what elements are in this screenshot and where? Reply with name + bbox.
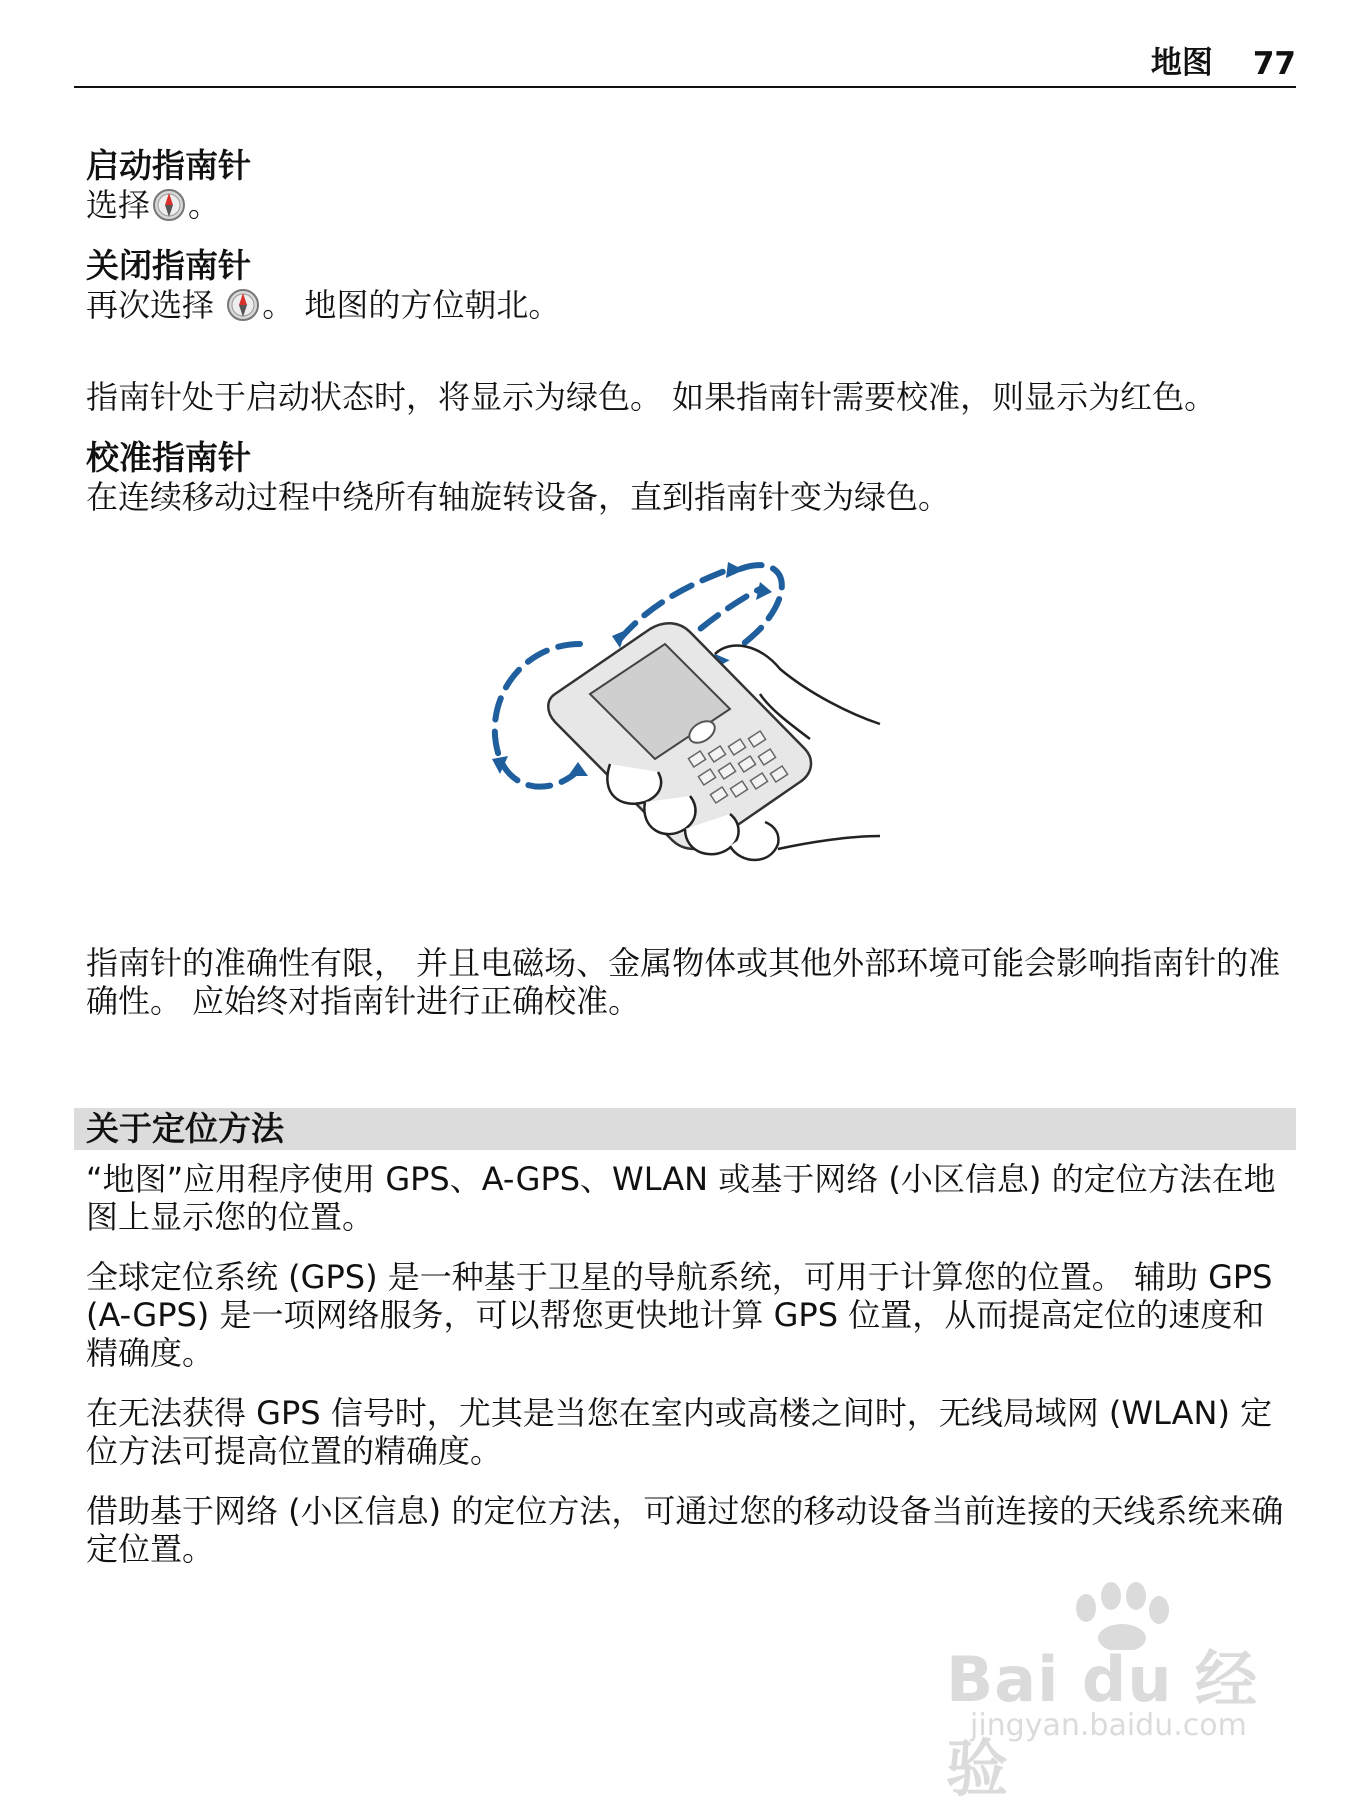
heading-calibrate-compass: 校准指南针 bbox=[86, 438, 251, 477]
accuracy-note-text: 指南针的准确性有限， 并且电磁场、金属物体或其他外部环境可能会影响指南针的准确性。 应始终对指南针进行正确校准。 bbox=[86, 944, 1281, 1020]
positioning-paragraph: 在无法获得 GPS 信号时，尤其是当您在室内或高楼之间时，无线局域网 (WLAN) 定位方法可提高位置的精确度。 bbox=[86, 1394, 1273, 1470]
compass-icon bbox=[152, 188, 186, 222]
positioning-content bbox=[86, 1160, 1286, 1568]
phone-rotation-illustration bbox=[86, 544, 1286, 924]
calibrate-instruction: 在连续移动过程中绕所有轴旋转设备，直到指南针变为绿色。 bbox=[86, 478, 951, 516]
compass-content bbox=[86, 146, 1286, 1020]
baidu-watermark bbox=[946, 1580, 1286, 1805]
header-title: 地图 bbox=[1150, 45, 1213, 81]
watermark-url: jingyan.baidu.com bbox=[970, 1708, 1247, 1743]
heading-close-compass: 关闭指南针 bbox=[86, 246, 251, 285]
positioning-paragraph: 全球定位系统 (GPS) 是一种基于卫星的导航系统，可用于计算您的位置。 辅助 GPS (A-GPS) 是一项网络服务，可以帮您更快地计算 GPS 位置，从而提高定位的速度和精确度。 bbox=[86, 1258, 1273, 1372]
compass-status-text: 指南针处于启动状态时，将显示为绿色。 如果指南针需要校准，则显示为红色。 bbox=[86, 378, 1217, 416]
positioning-paragraph: 借助基于网络 (小区信息) 的定位方法，可通过您的移动设备当前连接的天线系统来确定位置。 bbox=[86, 1492, 1284, 1568]
section-heading-positioning: 关于定位方法 bbox=[74, 1108, 1296, 1150]
start-compass-instruction: 选择 。 bbox=[86, 186, 221, 224]
positioning-paragraph: “地图”应用程序使用 GPS、A-GPS、WLAN 或基于网络 (小区信息) 的定位方法在地图上显示您的位置。 bbox=[86, 1160, 1276, 1236]
compass-icon bbox=[226, 288, 260, 322]
watermark-brand: Bai du 经验 bbox=[946, 1643, 1259, 1805]
page-number: 77 bbox=[1252, 46, 1296, 82]
close-compass-instruction: 再次选择 。 地图的方位朝北。 bbox=[86, 286, 561, 324]
page-header bbox=[74, 46, 1296, 88]
heading-start-compass: 启动指南针 bbox=[86, 146, 251, 185]
